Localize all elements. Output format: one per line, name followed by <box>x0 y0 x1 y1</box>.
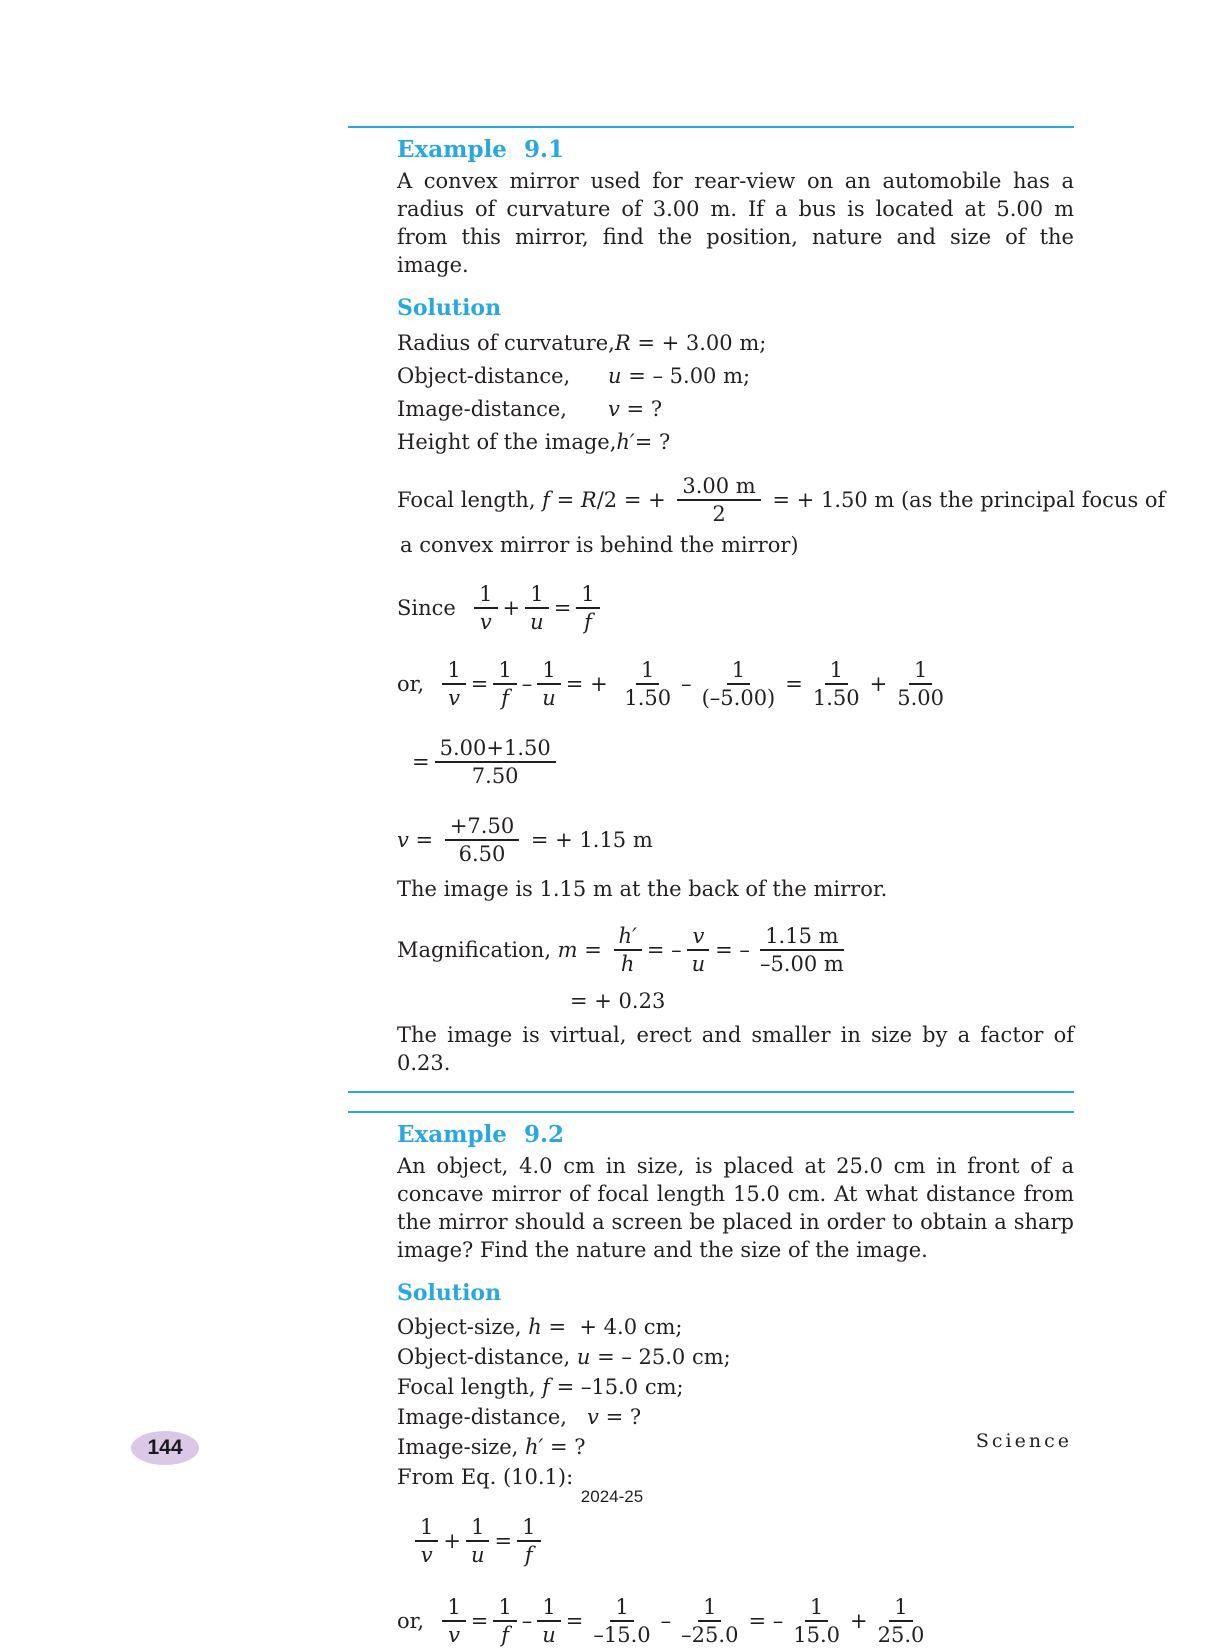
equation-or-step <box>397 657 1074 711</box>
given-object-size-row: Object-size, h = + 4.0 cm; <box>397 1315 683 1339</box>
given-label: Object-distance, <box>397 364 571 388</box>
fraction-1-over-v: $\frac{1}{v}$ <box>442 657 465 711</box>
equation-text: Magnification, <box>397 938 558 962</box>
minus-operator: – <box>660 1609 672 1633</box>
fraction-1-over-5: $\frac{1}{5.00}$ <box>897 658 945 710</box>
equation-text: /2 = + <box>596 488 673 512</box>
given-radius-row <box>397 327 1074 360</box>
fraction-hprime-over-h: $\frac{h'}{h}$ <box>614 923 642 977</box>
example1-conclusion: The image is virtual, erect and smaller in size by a factor of 0.23. <box>397 1023 1074 1075</box>
example1-solution-heading: Solution <box>397 295 502 321</box>
example2-block <box>348 1121 1074 1648</box>
given-object-distance-row <box>397 360 1074 393</box>
equation-text: = + 1.15 m <box>524 828 653 852</box>
equals-operator: = <box>470 1609 489 1633</box>
equals-operator: = <box>565 1609 584 1633</box>
equation-text: or, <box>397 1609 438 1633</box>
fraction-7p50-over-6p50: $\frac{+7.50}{6.50}$ <box>445 813 519 867</box>
fraction-1-over-u: $\frac{1}{u}$ <box>537 657 561 711</box>
equation-mirror-formula <box>410 1514 1074 1568</box>
footer-subject-label: Science <box>975 1430 1072 1452</box>
given-label: Height of the image, <box>397 430 617 454</box>
equals-operator: = <box>470 672 489 696</box>
equation-text: Since <box>397 596 470 620</box>
plus-operator: + <box>443 1529 461 1553</box>
given-image-size-row: Image-size, h′ = ? <box>397 1435 586 1459</box>
equals-operator: = <box>785 672 803 696</box>
fraction-1-over-u: $\frac{1}{u}$ <box>525 581 549 635</box>
plus-operator: + <box>502 596 521 620</box>
variable-v: v <box>397 828 409 852</box>
fraction-1-over-15: $\frac{1}{15.0}$ <box>793 1595 840 1647</box>
fraction-1-over-25: $\frac{1}{25.0}$ <box>877 1595 925 1647</box>
plus-operator: + <box>869 672 888 696</box>
variable-R: R <box>580 488 597 512</box>
given-value: v = ? <box>608 397 663 421</box>
fraction-1-over-v: $\frac{1}{v}$ <box>442 1594 465 1648</box>
fraction-1-over-1p50: $\frac{1}{1.50}$ <box>624 658 672 710</box>
fraction-1-over-v: $\frac{1}{v}$ <box>474 581 497 635</box>
fraction-1-over-neg5: $\frac{1}{(-5.00)}$ <box>701 658 776 710</box>
given-image-distance-row: Image-distance, v = ? <box>397 1405 642 1429</box>
equals-operator: = <box>577 938 609 962</box>
magnification-result: = + 0.23 <box>570 989 666 1013</box>
fraction-1-over-v: $\frac{1}{v}$ <box>415 1514 438 1568</box>
equals-operator: = <box>494 1529 513 1553</box>
equals-minus-operator: = – <box>715 938 750 962</box>
given-value: u = – 5.00 m; <box>608 364 751 388</box>
equals-minus-operator: = – <box>646 938 682 962</box>
fraction-1-over-1p50: $\frac{1}{1.50}$ <box>812 658 860 710</box>
example1-title: Example 9.1 <box>397 136 564 163</box>
given-object-distance-row: Object-distance, u = – 25.0 cm; <box>397 1345 731 1369</box>
fraction-v-over-u: $\frac{v}{u}$ <box>687 923 711 977</box>
variable-m: m <box>557 938 578 962</box>
example1-block <box>348 136 1166 1077</box>
equals-minus-operator: = – <box>748 1609 784 1633</box>
example1-problem: A convex mirror used for rear-view on an automobile has a radius of curvature of 3.00 m. If a bus is located at 5.00 m from this mirror, find the position, nature and size of the image. <box>397 169 1074 277</box>
given-focal-length-row: Focal length, f = –15.0 cm; <box>397 1375 684 1399</box>
from-equation-line: From Eq. (10.1): <box>397 1465 574 1489</box>
fraction-1-over-neg25: $\frac{1}{-25.0}$ <box>681 1595 739 1647</box>
given-label: Image-distance, <box>397 397 567 421</box>
equation-focal-length <box>397 473 1166 527</box>
example2-top-rule <box>348 1111 1074 1113</box>
fraction-1-over-neg15: $\frac{1}{-15.0}$ <box>593 1595 651 1647</box>
given-label: Radius of curvature, <box>397 331 615 355</box>
equation-focal-continuation: a convex mirror is behind the mirror) <box>400 533 799 557</box>
fraction-1-over-f: $\frac{1}{f}$ <box>576 581 599 635</box>
fraction-1-over-f: $\frac{1}{f}$ <box>517 1514 540 1568</box>
minus-operator: – <box>521 672 533 696</box>
fraction-1-over-u: $\frac{1}{u}$ <box>466 1514 490 1568</box>
equals-operator: = <box>412 750 430 774</box>
equation-sum-step <box>412 735 1074 789</box>
content-column <box>348 126 1166 1648</box>
fraction-1p15-over-neg5: $\frac{1.15 m}{-5.00 m}$ <box>759 924 844 976</box>
footer-edition-year: 2024-25 <box>580 1487 644 1506</box>
equation-text: or, <box>397 672 438 696</box>
given-value: h′= ? <box>616 430 671 454</box>
page-number-badge <box>131 1431 199 1465</box>
equation-or-step <box>397 1594 1074 1648</box>
fraction-sum-over-7p50: $\frac{5.00+1.50}{7.50}$ <box>435 735 556 789</box>
fraction-1-over-u: $\frac{1}{u}$ <box>537 1594 561 1648</box>
fraction-1-over-f: $\frac{1}{f}$ <box>493 657 516 711</box>
given-image-distance-row <box>397 393 1074 426</box>
minus-operator: – <box>681 672 692 696</box>
image-position-statement: The image is 1.15 m at the back of the mirror. <box>397 877 888 901</box>
example1-top-rule <box>348 126 1074 128</box>
minus-operator: – <box>521 1609 533 1633</box>
fraction-1-over-f: $\frac{1}{f}$ <box>493 1594 516 1648</box>
given-value: R = + 3.00 m; <box>614 331 767 355</box>
example2-title: Example 9.2 <box>397 1121 564 1148</box>
equation-magnification <box>397 923 1074 977</box>
equation-text: Focal length, <box>397 488 543 512</box>
example2-solution-heading: Solution <box>397 1280 502 1306</box>
equals-operator: = + <box>565 672 615 696</box>
fraction-3m-over-2: $\frac{3.00 m}{2}$ <box>677 473 760 527</box>
example2-problem: An object, 4.0 cm in size, is placed at 25.0 cm in front of a concave mirror of focal length 15.0 cm. At what distance from the mirror should a screen be placed in order to obtain a sharp image? Find the nature and the size of the image. <box>397 1154 1074 1262</box>
variable-f: f <box>542 488 550 512</box>
equation-v-result <box>397 813 1074 867</box>
equation-mirror-formula <box>397 581 1074 635</box>
given-image-height-row <box>397 426 1074 459</box>
equation-text: = <box>549 488 581 512</box>
equals-operator: = <box>408 828 440 852</box>
page-number: 144 <box>147 1436 183 1459</box>
example1-bottom-rule <box>348 1091 1074 1093</box>
equation-text: = + 1.50 m (as the principal focus of <box>765 488 1166 512</box>
plus-operator: + <box>849 1609 868 1633</box>
equals-operator: = <box>553 596 572 620</box>
